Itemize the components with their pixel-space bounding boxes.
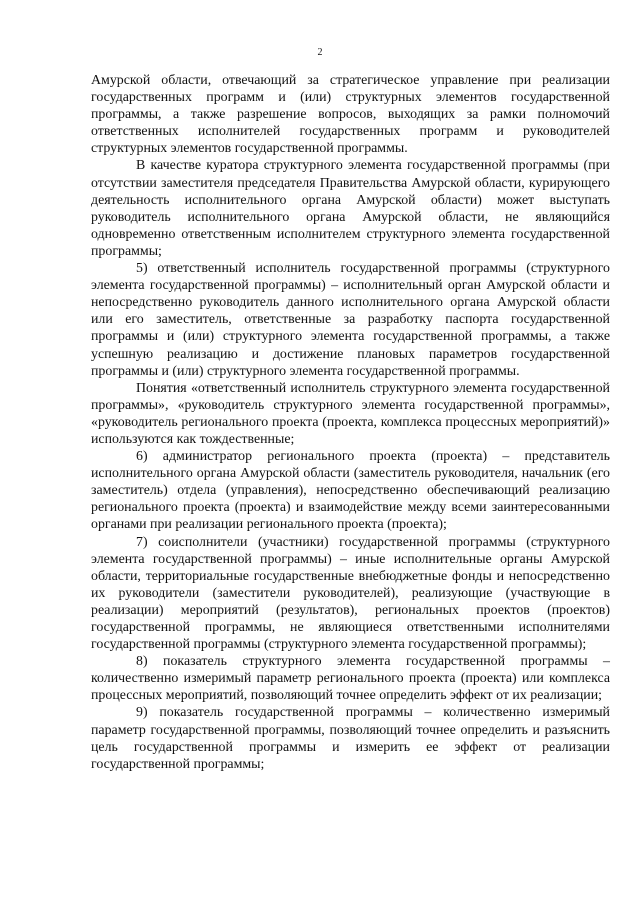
paragraph-continuation: Амурской области, отвечающий за стратегическое управление при реализации государственных программ и (или) структурных элементов государственной программы, а также разрешение вопросов, выходящих за рамки полномочий ответственных исполнителей государственных программ и руководителей структурных элементов государственной программы. bbox=[91, 73, 610, 157]
paragraph-concepts: Понятия «ответственный исполнитель структурного элемента государственной программы», «руководитель структурного элемента государственной программы», «руководитель регионального проекта (проекта, комплекса процессных мероприятий)» используются как тождественные; bbox=[91, 380, 610, 447]
paragraph-item-9: 9) показатель государственной программы – количественно измеримый параметр государственной программы, позволяющий точнее определить и разъяснить цель государственной программы и измерить ее эффект от реализации государственной программы; bbox=[91, 705, 610, 772]
paragraph-curator: В качестве куратора структурного элемента государственной программы (при отсутствии заместителя председателя Правительства Амурской области, курирующего деятельность исполнительного органа Амурской области) может выступать руководитель исполнительного органа Амурской области, не являющийся одновременно ответственным исполнителем структурного элемента государственной программы; bbox=[91, 158, 610, 259]
document-body bbox=[91, 72, 610, 773]
page-number: 2 bbox=[317, 47, 323, 58]
paragraph-item-6: 6) администратор регионального проекта (проекта) – представитель исполнительного органа Амурской области (заместитель руководителя, начальник (его заместитель) отдела (управления), непосредственно обеспечивающий реализацию регионального проекта (проекта) и взаимодействие между всеми заинтересованными органами при реализации регионального проекта (проекта); bbox=[91, 449, 610, 533]
paragraph-item-7: 7) соисполнители (участники) государственной программы (структурного элемента государственной программы) – иные исполнительные органы Амурской области, территориальные государственные внебюджетные фонды и непосредственно их руководители (заместители руководителей), реализующие (участвующие в реализации) мероприятий (результатов), региональных проектов (проектов) государственной программы, не являющиеся ответственными исполнителями государственной программы (структурного элемента государственной программы); bbox=[91, 534, 610, 653]
paragraph-item-5: 5) ответственный исполнитель государственной программы (структурного элемента государственной программы) – исполнительный орган Амурской области и непосредственно руководитель данного исполнительного органа Амурской области или его заместитель, ответственные за разработку паспорта государственной программы и (или) структурного элемента государственной программы, а также успешную реализацию и достижение плановых параметров государственной программы и (или) структурного элемента государственной программы. bbox=[91, 261, 610, 379]
paragraph-item-8: 8) показатель структурного элемента государственной программы – количественно измеримый параметр регионального проекта (проекта) или комплекса процессных мероприятий, позволяющий точнее определить эффект от их реализации; bbox=[91, 654, 610, 704]
